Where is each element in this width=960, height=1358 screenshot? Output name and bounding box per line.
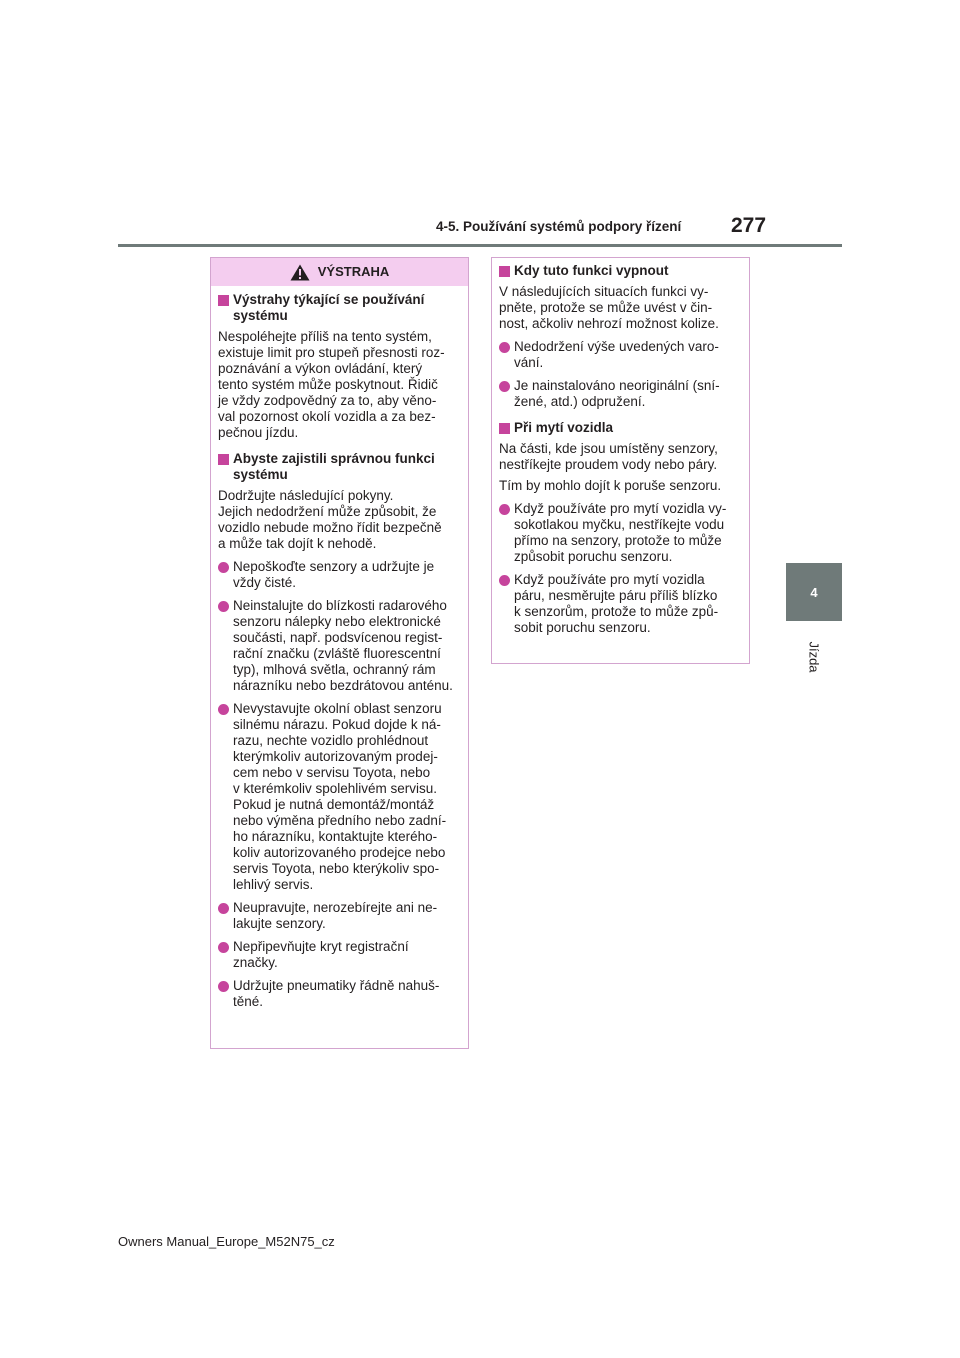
paragraph	[218, 488, 460, 552]
text-line: Když používáte pro mytí vozidla vy-	[514, 501, 727, 516]
text-line: vždy čisté.	[233, 575, 297, 590]
text-line: Nespoléhejte příliš na tento systém,	[218, 329, 432, 344]
text-line: způsobit poruchu senzoru.	[514, 549, 673, 564]
text-line: pečnou jízdu.	[218, 425, 299, 440]
list-item-text	[514, 501, 741, 565]
text-line: žené, atd.) odpružení.	[514, 394, 646, 409]
text-line: Pokud je nutná demontáž/montáž	[233, 797, 435, 812]
text-line: kterýmkoliv autorizovaným prodej-	[233, 749, 438, 764]
header-rule	[118, 244, 842, 247]
text-line: Udržujte pneumatiky řádně nahuš-	[233, 978, 440, 993]
list-item	[499, 501, 741, 565]
text-line: koliv autorizovaného prodejce nebo	[233, 845, 446, 860]
text-line: Jejich nedodržení může způsobit, že	[218, 504, 437, 519]
text-line: existuje limit pro stupeň přesnosti roz-	[218, 345, 445, 360]
text-line: Kdy tuto funkci vypnout	[514, 263, 669, 278]
list-item-text	[514, 378, 741, 410]
list-item	[499, 378, 741, 410]
footer-text: Owners Manual_Europe_M52N75_cz	[118, 1234, 335, 1249]
text-line: Na části, kde jsou umístěny senzory,	[499, 441, 718, 456]
list-item-text	[233, 559, 460, 591]
text-line: nost, ačkoliv nehrozí možnost kolize.	[499, 316, 719, 331]
warning-body	[211, 286, 468, 1010]
circle-bullet-icon	[218, 562, 229, 573]
list-item-text	[233, 701, 460, 893]
list-item	[499, 572, 741, 636]
circle-bullet-icon	[499, 342, 510, 353]
list-item-text	[233, 978, 460, 1010]
list-item-text	[514, 339, 741, 371]
circle-bullet-icon	[499, 575, 510, 586]
text-line: nestříkejte proudem vody nebo páry.	[499, 457, 718, 472]
square-bullet-icon	[218, 295, 229, 306]
text-line: páru, nesměrujte páru příliš blízko	[514, 588, 718, 603]
text-line: Nevystavujte okolní oblast senzoru	[233, 701, 442, 716]
chapter-tab	[786, 563, 842, 621]
section-heading-text	[233, 451, 460, 483]
list-item-text	[233, 939, 460, 971]
list-item	[218, 701, 460, 893]
chapter-number: 4	[810, 584, 818, 600]
section-heading	[218, 292, 460, 324]
text-line: servis Toyota, nebo kterýkoliv spo-	[233, 861, 440, 876]
square-bullet-icon	[499, 423, 510, 434]
text-line: Výstrahy týkající se používání	[233, 292, 425, 307]
text-line: Abyste zajistili správnou funkci	[233, 451, 435, 466]
text-line: lehlivý servis.	[233, 877, 314, 892]
list-item-text	[233, 598, 460, 694]
text-line: Dodržujte následující pokyny.	[218, 488, 394, 503]
text-line: vozidlo nebude možno řídit bezpečně	[218, 520, 442, 535]
text-line: značky.	[233, 955, 278, 970]
paragraph	[499, 441, 741, 473]
text-line: k senzorům, protože to může způ-	[514, 604, 719, 619]
text-line: nebo výměna předního nebo zadní-	[233, 813, 447, 828]
text-line: v kterémkoliv spolehlivém servisu.	[233, 781, 438, 796]
info-box	[491, 257, 750, 664]
header-section-title: 4-5. Používání systémů podpory řízení	[436, 219, 682, 234]
warning-triangle-icon	[290, 264, 310, 281]
text-line: rační značku (zvláště fluorescentní	[233, 646, 441, 661]
text-line: senzoru nálepky nebo elektronické	[233, 614, 441, 629]
text-line: a může tak dojít k nehodě.	[218, 536, 377, 551]
section-heading-text	[514, 420, 741, 436]
text-line: Při mytí vozidla	[514, 420, 614, 435]
circle-bullet-icon	[218, 704, 229, 715]
list-item	[218, 978, 460, 1010]
text-line: tento systém může poskytnout. Řidič	[218, 377, 438, 392]
list-item	[218, 559, 460, 591]
text-line: pněte, protože se může uvést v čin-	[499, 300, 713, 315]
text-line: Nedodržení výše uvedených varo-	[514, 339, 719, 354]
paragraph	[499, 478, 741, 494]
text-line: typ), mlhová světla, ochranný rám	[233, 662, 436, 677]
circle-bullet-icon	[218, 942, 229, 953]
list-item	[218, 598, 460, 694]
text-line: přímo na senzory, protože to může	[514, 533, 722, 548]
text-line: cem nebo v servisu Toyota, nebo	[233, 765, 431, 780]
square-bullet-icon	[218, 454, 229, 465]
section-heading	[499, 263, 741, 279]
warning-title: VÝSTRAHA	[317, 264, 390, 279]
text-line: sokotlakou myčku, nestříkejte vodu	[514, 517, 725, 532]
text-line: sobit poruchu senzoru.	[514, 620, 651, 635]
circle-bullet-icon	[499, 504, 510, 515]
warning-header	[211, 258, 468, 286]
text-line: těné.	[233, 994, 264, 1009]
text-line: Je nainstalováno neoriginální (sní-	[514, 378, 720, 393]
text-line: systému	[233, 308, 288, 323]
text-line: poznávání a výkon ovládání, který	[218, 361, 423, 376]
text-line: lakujte senzory.	[233, 916, 326, 931]
list-item	[218, 939, 460, 971]
circle-bullet-icon	[218, 903, 229, 914]
list-item-text	[514, 572, 741, 636]
warning-box	[210, 257, 469, 1049]
text-line: je vždy zodpovědný za to, aby věno-	[218, 393, 437, 408]
section-heading-text	[233, 292, 460, 324]
section-heading-text	[514, 263, 741, 279]
circle-bullet-icon	[218, 601, 229, 612]
section-heading	[218, 451, 460, 483]
paragraph	[218, 329, 460, 441]
text-line: Nepoškoďte senzory a udržujte je	[233, 559, 435, 574]
text-line: nárazníku nebo bezdrátovou anténu.	[233, 678, 453, 693]
text-line: Neinstalujte do blízkosti radarového	[233, 598, 447, 613]
text-line: val pozornost okolí vozidla a za bez-	[218, 409, 436, 424]
text-line: ho nárazníku, kontaktujte kterého-	[233, 829, 438, 844]
text-line: součásti, např. podsvícenou regist-	[233, 630, 443, 645]
page-number: 277	[731, 214, 767, 237]
text-line: systému	[233, 467, 288, 482]
text-line: V následujících situacích funkci vy-	[499, 284, 709, 299]
list-item	[499, 339, 741, 371]
text-line: Nepřipevňujte kryt registrační	[233, 939, 409, 954]
text-line: Neupravujte, nerozebírejte ani ne-	[233, 900, 438, 915]
text-line: vání.	[514, 355, 544, 370]
paragraph	[499, 284, 741, 332]
text-line: razu, nechte vozidlo prohlédnout	[233, 733, 429, 748]
chapter-label-text: Jízda	[806, 641, 822, 673]
text-line: Tím by mohlo dojít k poruše senzoru.	[499, 478, 722, 493]
text-line: silnému nárazu. Pokud dojde k ná-	[233, 717, 441, 732]
section-heading	[499, 420, 741, 436]
square-bullet-icon	[499, 266, 510, 277]
list-item	[218, 900, 460, 932]
circle-bullet-icon	[499, 381, 510, 392]
text-line: Když používáte pro mytí vozidla	[514, 572, 705, 587]
chapter-label	[804, 632, 824, 682]
list-item-text	[233, 900, 460, 932]
circle-bullet-icon	[218, 981, 229, 992]
